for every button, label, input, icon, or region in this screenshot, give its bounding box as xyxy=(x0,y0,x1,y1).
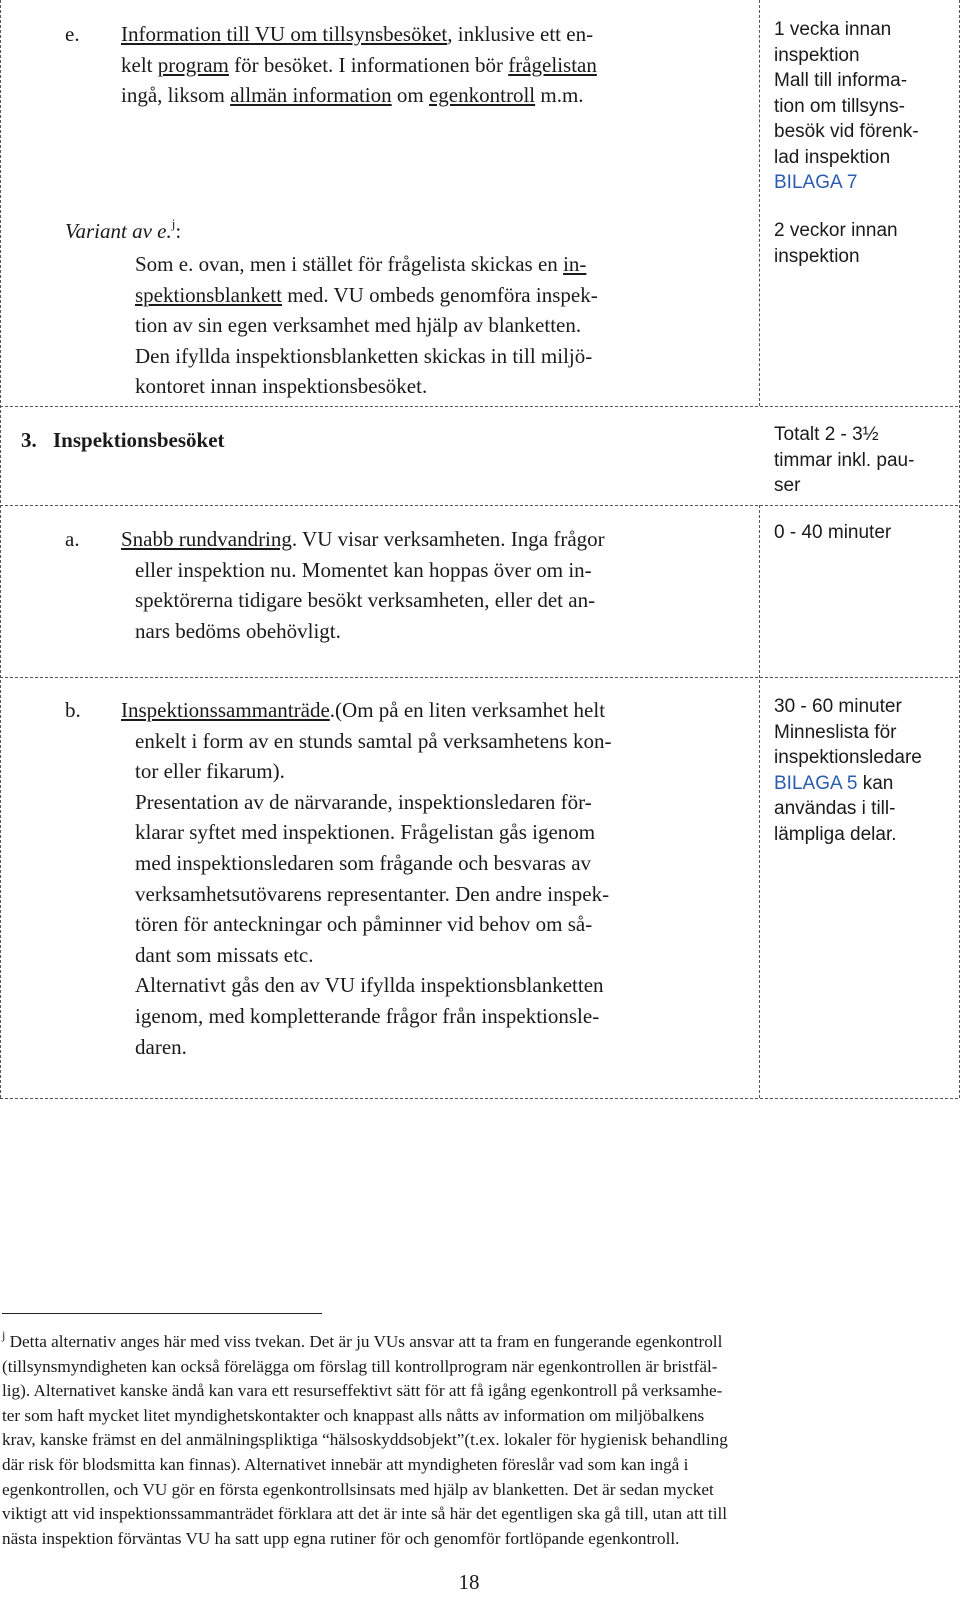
variant-heading: Variant av e.$^j$: xyxy=(65,216,182,243)
section-a-text: Snabb rundvandring. VU visar verksamheten. Inga frågor eller inspektion nu. Momentet kan hoppas över om in- spektörerna tidigare besökt verksamheten, eller det an- nars bedöms obehövligt. xyxy=(121,527,605,643)
variant-text: Som e. ovan, men i stället för frågelista skickas en in- spektionsblankett med. VU ombeds genomföra inspek- tion av sin egen verksamhet med hjälp av blanketten. Den ifyllda inspektionsblanketten skickas in till miljö- kontoret innan inspektionsbesöket. xyxy=(135,252,598,399)
row-divider xyxy=(0,677,958,678)
section-b-text: Inspektionssammanträde.(Om på en liten verksamhet helt enkelt i form av en stunds samtal på verksamhetens kon- tor eller fikarum). Presentation av de närvarande, inspektionsledaren för- klarar syftet med inspektionen. Frågelistan gås igenom med inspektionsledaren som frågande och besvaras av verksamhetsutövarens representanter. Den andre inspek- tören för anteckningar och påminner vid behov om så- dant som missats etc. Alternativt gås den av VU ifyllda inspektionsblanketten igenom, med kompletterande frågor från inspektionsle- daren. xyxy=(121,698,612,1059)
section-b-marker: b. xyxy=(65,698,81,722)
inspektionsblankett-link[interactable]: spektionsblankett xyxy=(135,282,282,307)
footnote: $^j$ Detta alternativ anges här med viss tvekan. Det är ju VUs ansvar att ta fram en fungerande egenkontroll (tillsynsmyndigheten kan också förelägga om förslag till kontrollprogram när egenkontrollen är bristfäl- lig). Alternativet kanske ändå kan vara ett resurseffektivt sätt för att få igång egenkontroll på verksamhe- ter som haft mycket litet myndighetskontakter och knappast alls nåtts av information om miljöbalkens krav, kanske främst en del anmälningspliktiga “hälsoskyddsobjekt”(t.ex. lokaler för hygienisk behandling där risk för blodsmitta kan finnas). Alternativet innebär att myndigheten föreslår vad som kan ingå i egenkontrollen, och VU gör en första egenkontrollsinsats med hjälp av blanketten. Det är sedan mycket viktigt att vid inspektionssammanträdet förklara att det är inte så här det egentligen ska gå till, utan att till nästa inspektion förväntas VU ha satt upp egna rutiner för och genomför fortlöpande egenkontroll. xyxy=(2,1328,728,1548)
program-link[interactable]: program xyxy=(157,52,229,77)
section-3-heading: Inspektionsbesöket xyxy=(53,428,225,452)
section-3-side-note: Totalt 2 - 3½ timmar inkl. pau- ser xyxy=(774,424,915,496)
row-divider xyxy=(0,1098,958,1099)
section-e-marker: e. xyxy=(65,22,80,46)
row-divider xyxy=(0,406,958,407)
footnote-reference[interactable]: j xyxy=(171,216,176,231)
variant-side-note: 2 veckor innan inspektion xyxy=(774,220,898,267)
section-3-number: 3. xyxy=(21,428,37,452)
bilaga-7-link[interactable]: BILAGA 7 xyxy=(774,172,858,193)
section-a-marker: a. xyxy=(65,527,80,551)
page-number: 18 xyxy=(458,1570,480,1594)
section-a-side-note: 0 - 40 minuter xyxy=(774,522,892,543)
fragelistan-link[interactable]: frågelistan xyxy=(508,52,597,77)
section-b-side-note: 30 - 60 minuter Minneslista för inspektionsledare BILAGA 5 kan användas i till- lämpliga delar. xyxy=(774,696,922,845)
footnote-separator xyxy=(2,1313,322,1314)
footnote-mark: j xyxy=(2,1328,6,1342)
bilaga-5-link[interactable]: BILAGA 5 xyxy=(774,772,858,794)
section-e-text: Information till VU om tillsynsbesöket, inklusive ett en- kelt program för besöket. I informationen bör frågelistan ingå, liksom allmän information om egenkontroll m.m. xyxy=(121,22,597,108)
row-divider xyxy=(0,505,958,506)
section-e-side-note: 1 vecka innan inspektion Mall till informa- tion om tillsyns- besök vid förenk- lad inspektion BILAGA 7 xyxy=(774,17,954,196)
inspektionssammantrade-link[interactable]: Inspektionssammanträde xyxy=(121,698,330,722)
snabb-rundvandring-link[interactable]: Snabb rundvandring xyxy=(121,527,292,551)
inspektionsblankett-link-start[interactable]: in- xyxy=(563,252,587,276)
info-link[interactable]: Information till VU om tillsynsbesöket xyxy=(121,22,448,46)
allman-information-link[interactable]: allmän information xyxy=(230,83,392,108)
egenkontroll-link[interactable]: egenkontroll xyxy=(428,83,536,108)
